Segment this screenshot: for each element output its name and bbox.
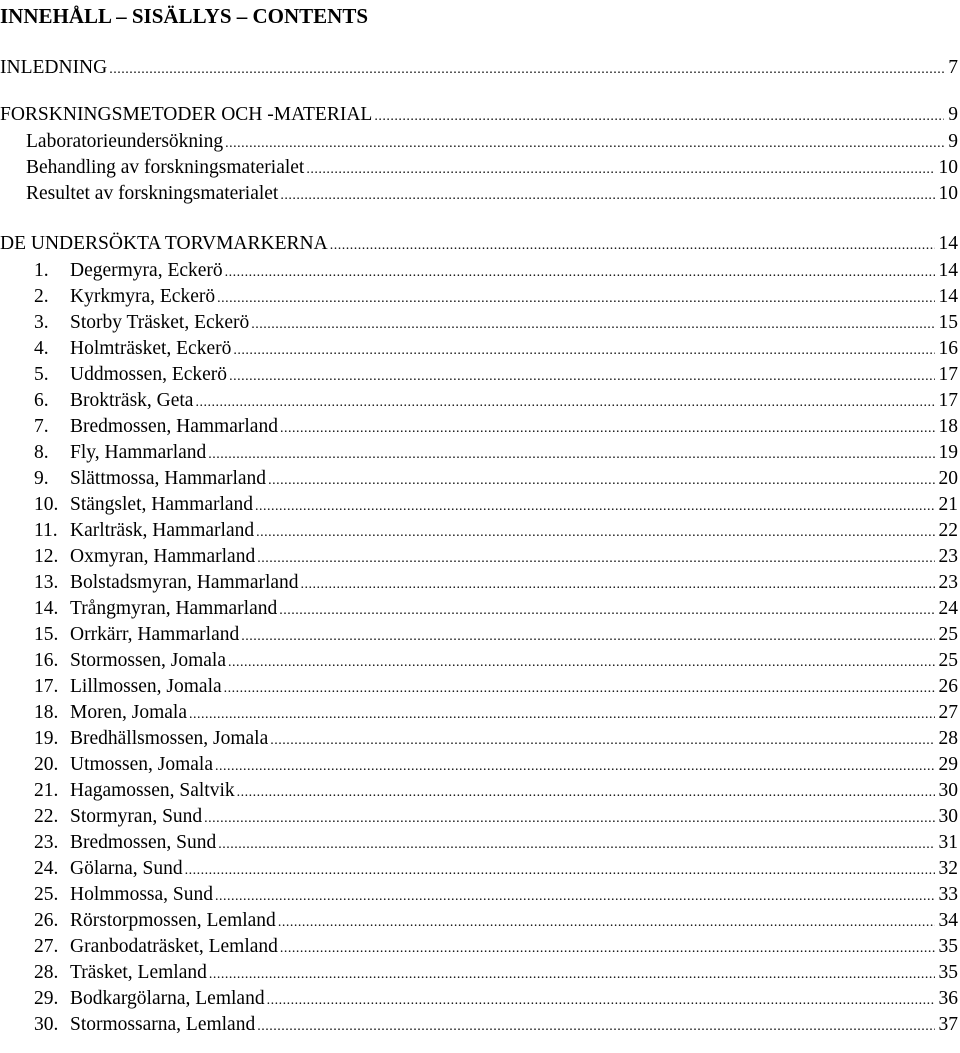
toc-item-number: 15.: [34, 624, 59, 645]
dot-leader: [225, 260, 935, 286]
toc-item-number: 10.: [34, 494, 59, 515]
toc-item-number: 27.: [34, 936, 59, 957]
toc-item-page: 16: [938, 338, 958, 359]
toc-item-label: Slättmossa, Hammarland: [70, 468, 267, 489]
toc-item[interactable]: [0, 674, 960, 700]
toc-item-label: Karlträsk, Hammarland: [70, 520, 255, 541]
toc-item-label: Fly, Hammarland: [70, 442, 207, 463]
dot-leader: [267, 988, 935, 1014]
toc-item[interactable]: [0, 414, 960, 440]
dot-leader: [228, 650, 935, 676]
toc-item-label: Bredmossen, Hammarland: [70, 416, 278, 437]
toc-item[interactable]: [0, 258, 960, 284]
toc-item-number: 30.: [34, 1014, 59, 1035]
toc-item[interactable]: [0, 492, 960, 518]
toc-item[interactable]: [0, 310, 960, 336]
dot-leader: [257, 1014, 934, 1040]
toc-entry-label: Resultet av forskningsmaterialet: [26, 183, 279, 204]
toc-entry-laboratorieundersokning[interactable]: [0, 129, 960, 155]
toc-item-page: 32: [938, 858, 958, 879]
toc-item-label: Uddmossen, Eckerö: [70, 364, 228, 385]
toc-item[interactable]: [0, 726, 960, 752]
toc-item-number: 25.: [34, 884, 59, 905]
toc-entry-label: DE UNDERSÖKTA TORVMARKERNA: [0, 233, 328, 254]
dot-leader: [215, 884, 934, 910]
toc-item-number: 9.: [34, 468, 49, 489]
toc-item[interactable]: [0, 700, 960, 726]
toc-item-number: 17.: [34, 676, 59, 697]
dot-leader: [215, 754, 935, 780]
toc-item-label: Kyrkmyra, Eckerö: [70, 286, 216, 307]
toc-item-page: 36: [938, 988, 958, 1009]
dot-leader: [255, 494, 934, 520]
dot-leader: [185, 858, 935, 884]
toc-item-page: 21: [938, 494, 958, 515]
toc-entry-label: Laboratorieundersökning: [26, 131, 224, 152]
toc-item-label: Bodkargölarna, Lemland: [70, 988, 265, 1009]
toc-item-page: 15: [938, 312, 958, 333]
toc-item-number: 28.: [34, 962, 59, 983]
dot-leader: [229, 364, 934, 390]
toc-item-label: Storby Träsket, Eckerö: [70, 312, 250, 333]
toc-item-label: Degermyra, Eckerö: [70, 260, 223, 281]
dot-leader: [209, 962, 935, 988]
dot-leader: [195, 390, 934, 416]
toc-entry-resultet[interactable]: [0, 181, 960, 207]
dot-leader: [278, 910, 935, 936]
toc-item-label: Stormyran, Sund: [70, 806, 203, 827]
toc-item-page: 37: [938, 1014, 958, 1035]
dot-leader: [241, 624, 934, 650]
toc-item[interactable]: [0, 518, 960, 544]
toc-entry-page: 9: [948, 131, 958, 152]
dot-leader: [225, 131, 944, 157]
toc-item-page: 27: [938, 702, 958, 723]
toc-item-number: 24.: [34, 858, 59, 879]
toc-item-label: Moren, Jomala: [70, 702, 187, 723]
toc-item-page: 28: [938, 728, 958, 749]
toc-item[interactable]: [0, 778, 960, 804]
toc-item-label: Holmträsket, Eckerö: [70, 338, 232, 359]
dot-leader: [301, 572, 935, 598]
toc-item-number: 1.: [34, 260, 49, 281]
dot-leader: [204, 806, 934, 832]
toc-item-label: Hagamossen, Saltvik: [70, 780, 235, 801]
toc-item[interactable]: [0, 804, 960, 830]
toc-item-number: 11.: [34, 520, 58, 541]
toc-item[interactable]: [0, 986, 960, 1012]
toc-item-label: Gölarna, Sund: [70, 858, 183, 879]
toc-item[interactable]: [0, 648, 960, 674]
toc-item-label: Rörstorpmossen, Lemland: [70, 910, 276, 931]
toc-item[interactable]: [0, 440, 960, 466]
toc-item-page: 35: [938, 962, 958, 983]
toc-item-number: 7.: [34, 416, 49, 437]
toc-item-label: Brokträsk, Geta: [70, 390, 194, 411]
dot-leader: [280, 416, 935, 442]
toc-entry-behandling[interactable]: [0, 155, 960, 181]
toc-item-label: Orrkärr, Hammarland: [70, 624, 240, 645]
dot-leader: [268, 468, 934, 494]
dot-leader: [330, 233, 935, 259]
toc-item-page: 24: [938, 598, 958, 619]
toc-entry-label: FORSKNINGSMETODER OCH -MATERIAL: [0, 104, 373, 125]
toc-item[interactable]: [0, 362, 960, 388]
toc-item-label: Bredhällsmossen, Jomala: [70, 728, 269, 749]
toc-entry-page: 14: [938, 233, 958, 254]
toc-item[interactable]: [0, 336, 960, 362]
toc-item[interactable]: [0, 856, 960, 882]
toc-item-page: 14: [938, 286, 958, 307]
toc-item-page: 18: [938, 416, 958, 437]
toc-entry-page: 9: [948, 104, 958, 125]
toc-item-number: 18.: [34, 702, 59, 723]
toc-item[interactable]: [0, 622, 960, 648]
toc-item[interactable]: [0, 960, 960, 986]
toc-entry-inledning[interactable]: [0, 55, 960, 81]
toc-entry-label: INLEDNING: [0, 57, 108, 78]
toc-item[interactable]: [0, 388, 960, 414]
toc-item-label: Trångmyran, Hammarland: [70, 598, 278, 619]
toc-item[interactable]: [0, 466, 960, 492]
toc-item-number: 3.: [34, 312, 49, 333]
toc-item-number: 20.: [34, 754, 59, 775]
toc-item-page: 20: [938, 468, 958, 489]
toc-item-page: 23: [938, 546, 958, 567]
toc-item-number: 13.: [34, 572, 59, 593]
toc-item-page: 23: [938, 572, 958, 593]
dot-leader: [217, 286, 934, 312]
dot-leader: [256, 520, 934, 546]
toc-entry-page: 10: [938, 183, 958, 204]
toc-title: INNEHÅLL – SISÄLLYS – CONTENTS: [0, 4, 369, 28]
dot-leader: [218, 832, 934, 858]
toc-item-page: 19: [938, 442, 958, 463]
dot-leader: [237, 780, 935, 806]
toc-item-label: Stängslet, Hammarland: [70, 494, 254, 515]
toc-item-page: 17: [938, 364, 958, 385]
toc-entry-page: 10: [938, 157, 958, 178]
toc-item-page: 25: [938, 650, 958, 671]
dot-leader: [270, 728, 934, 754]
toc-item-number: 14.: [34, 598, 59, 619]
toc-item-number: 12.: [34, 546, 59, 567]
toc-item-page: 31: [938, 832, 958, 853]
toc-item-label: Träsket, Lemland: [70, 962, 207, 983]
toc-entry-forskningsmetoder[interactable]: [0, 102, 960, 128]
dot-leader: [280, 936, 935, 962]
dot-leader: [109, 57, 944, 83]
toc-item-label: Utmossen, Jomala: [70, 754, 213, 775]
toc-item[interactable]: [0, 752, 960, 778]
dot-leader: [189, 702, 935, 728]
toc-item[interactable]: [0, 908, 960, 934]
toc-item-label: Holmmossa, Sund: [70, 884, 214, 905]
toc-item-page: 17: [938, 390, 958, 411]
toc-item[interactable]: [0, 544, 960, 570]
toc-item[interactable]: [0, 882, 960, 908]
toc-entry-page: 7: [948, 57, 958, 78]
toc-item-label: Stormossarna, Lemland: [70, 1014, 256, 1035]
toc-item-number: 23.: [34, 832, 59, 853]
toc-item[interactable]: [0, 1012, 960, 1038]
dot-leader: [374, 104, 944, 130]
dot-leader: [257, 546, 934, 572]
toc-item-number: 16.: [34, 650, 59, 671]
dot-leader: [251, 312, 934, 338]
toc-item-label: Oxmyran, Hammarland: [70, 546, 256, 567]
toc-item-label: Bolstadsmyran, Hammarland: [70, 572, 299, 593]
toc-item[interactable]: [0, 596, 960, 622]
toc-entry-torvmarkerna[interactable]: [0, 231, 960, 257]
toc-item-number: 5.: [34, 364, 49, 385]
toc-item-number: 21.: [34, 780, 59, 801]
toc-item-label: Bredmossen, Sund: [70, 832, 217, 853]
toc-item-number: 2.: [34, 286, 49, 307]
toc-item-page: 25: [938, 624, 958, 645]
toc-item-number: 22.: [34, 806, 59, 827]
dot-leader: [279, 598, 934, 624]
toc-entry-label: Behandling av forskningsmaterialet: [26, 157, 305, 178]
toc-item-number: 19.: [34, 728, 59, 749]
toc-item-page: 33: [938, 884, 958, 905]
dot-leader: [208, 442, 934, 468]
toc-item[interactable]: [0, 284, 960, 310]
toc-item-page: 14: [938, 260, 958, 281]
toc-item-page: 34: [938, 910, 958, 931]
dot-leader: [280, 183, 934, 209]
toc-item-number: 6.: [34, 390, 49, 411]
toc-item-page: 30: [938, 806, 958, 827]
toc-item-label: Stormossen, Jomala: [70, 650, 226, 671]
toc-item-page: 29: [938, 754, 958, 775]
toc-item-label: Granbodaträsket, Lemland: [70, 936, 278, 957]
toc-item-label: Lillmossen, Jomala: [70, 676, 222, 697]
dot-leader: [306, 157, 934, 183]
toc-item-page: 26: [938, 676, 958, 697]
toc-item-number: 8.: [34, 442, 49, 463]
toc-item[interactable]: [0, 830, 960, 856]
toc-item-number: 4.: [34, 338, 49, 359]
toc-item-page: 22: [938, 520, 958, 541]
dot-leader: [224, 676, 935, 702]
toc-item-page: 35: [938, 936, 958, 957]
toc-item-number: 29.: [34, 988, 59, 1009]
dot-leader: [233, 338, 934, 364]
toc-item[interactable]: [0, 934, 960, 960]
toc-item[interactable]: [0, 570, 960, 596]
toc-item-page: 30: [938, 780, 958, 801]
toc-item-number: 26.: [34, 910, 59, 931]
